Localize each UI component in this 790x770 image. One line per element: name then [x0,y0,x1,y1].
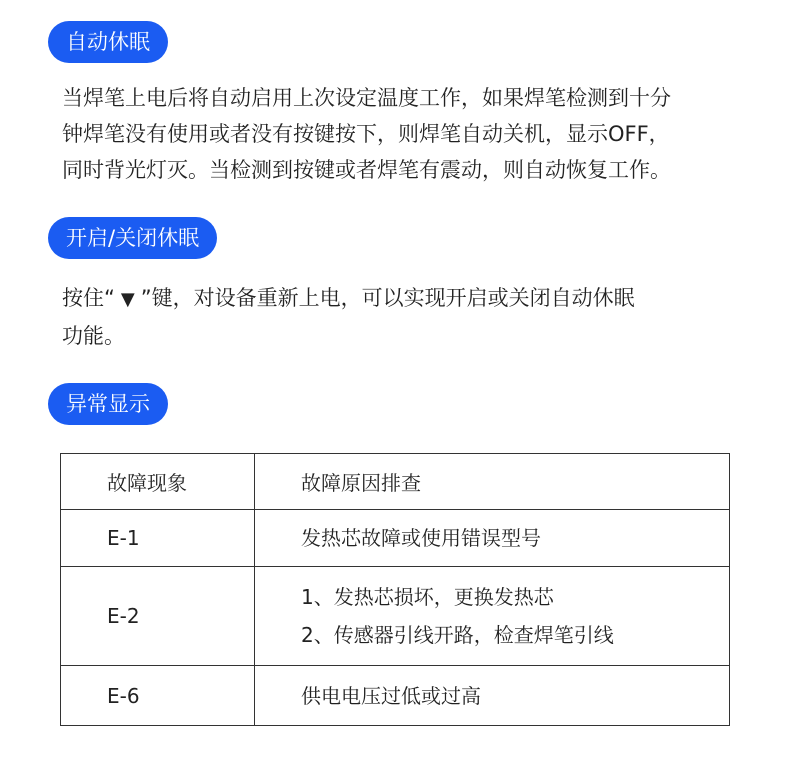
table-header-cause: 故障原因排查 [255,454,730,510]
error-cause [255,666,730,726]
error-cause [255,567,730,666]
auto-sleep-line-1: 当焊笔上电后将自动启用上次设定温度工作，如果焊笔检测到十分 [62,86,671,110]
auto-sleep-line-3: 同时背光灯灭。当检测到按键或者焊笔有震动，则自动恢复工作。 [62,158,671,182]
toggle-sleep-text-before: 按住“ [62,286,115,310]
error-code: E-6 [61,666,255,726]
fault-table [60,453,730,726]
auto-sleep-line-2: 钟焊笔没有使用或者没有按键按下，则焊笔自动关机，显示OFF， [62,122,670,146]
section-title-toggle-sleep [48,217,217,259]
table-header-symptom: 故障现象 [61,454,255,510]
down-triangle-icon: ▼ [120,289,135,310]
table-row [61,666,730,726]
auto-sleep-description [62,80,752,188]
section-title-toggle-sleep-label: 开启/关闭休眠 [66,226,200,250]
table-header-row [61,454,730,510]
section-title-error-display [48,383,168,425]
section-title-auto-sleep-label: 自动休眠 [66,30,150,54]
error-cause-line: 供电电压过低或过高 [301,683,481,708]
error-cause-line: 发热芯故障或使用错误型号 [301,526,541,550]
toggle-sleep-description [62,280,752,354]
table-row [61,567,730,666]
section-title-error-display-label: 异常显示 [66,392,150,416]
toggle-sleep-line-1 [62,280,752,318]
section-title-auto-sleep [48,21,168,63]
toggle-sleep-line-2: 功能。 [62,324,125,348]
error-code: E-1 [61,510,255,567]
error-code: E-2 [61,567,255,666]
error-cause [255,510,730,567]
toggle-sleep-text-after: ”键，对设备重新上电，可以实现开启或关闭自动休眠 [140,286,635,310]
error-cause-line: 1、发热芯损坏，更换发热芯 [301,585,554,609]
error-cause-line: 2、传感器引线开路，检查焊笔引线 [301,623,614,647]
table-row [61,510,730,567]
